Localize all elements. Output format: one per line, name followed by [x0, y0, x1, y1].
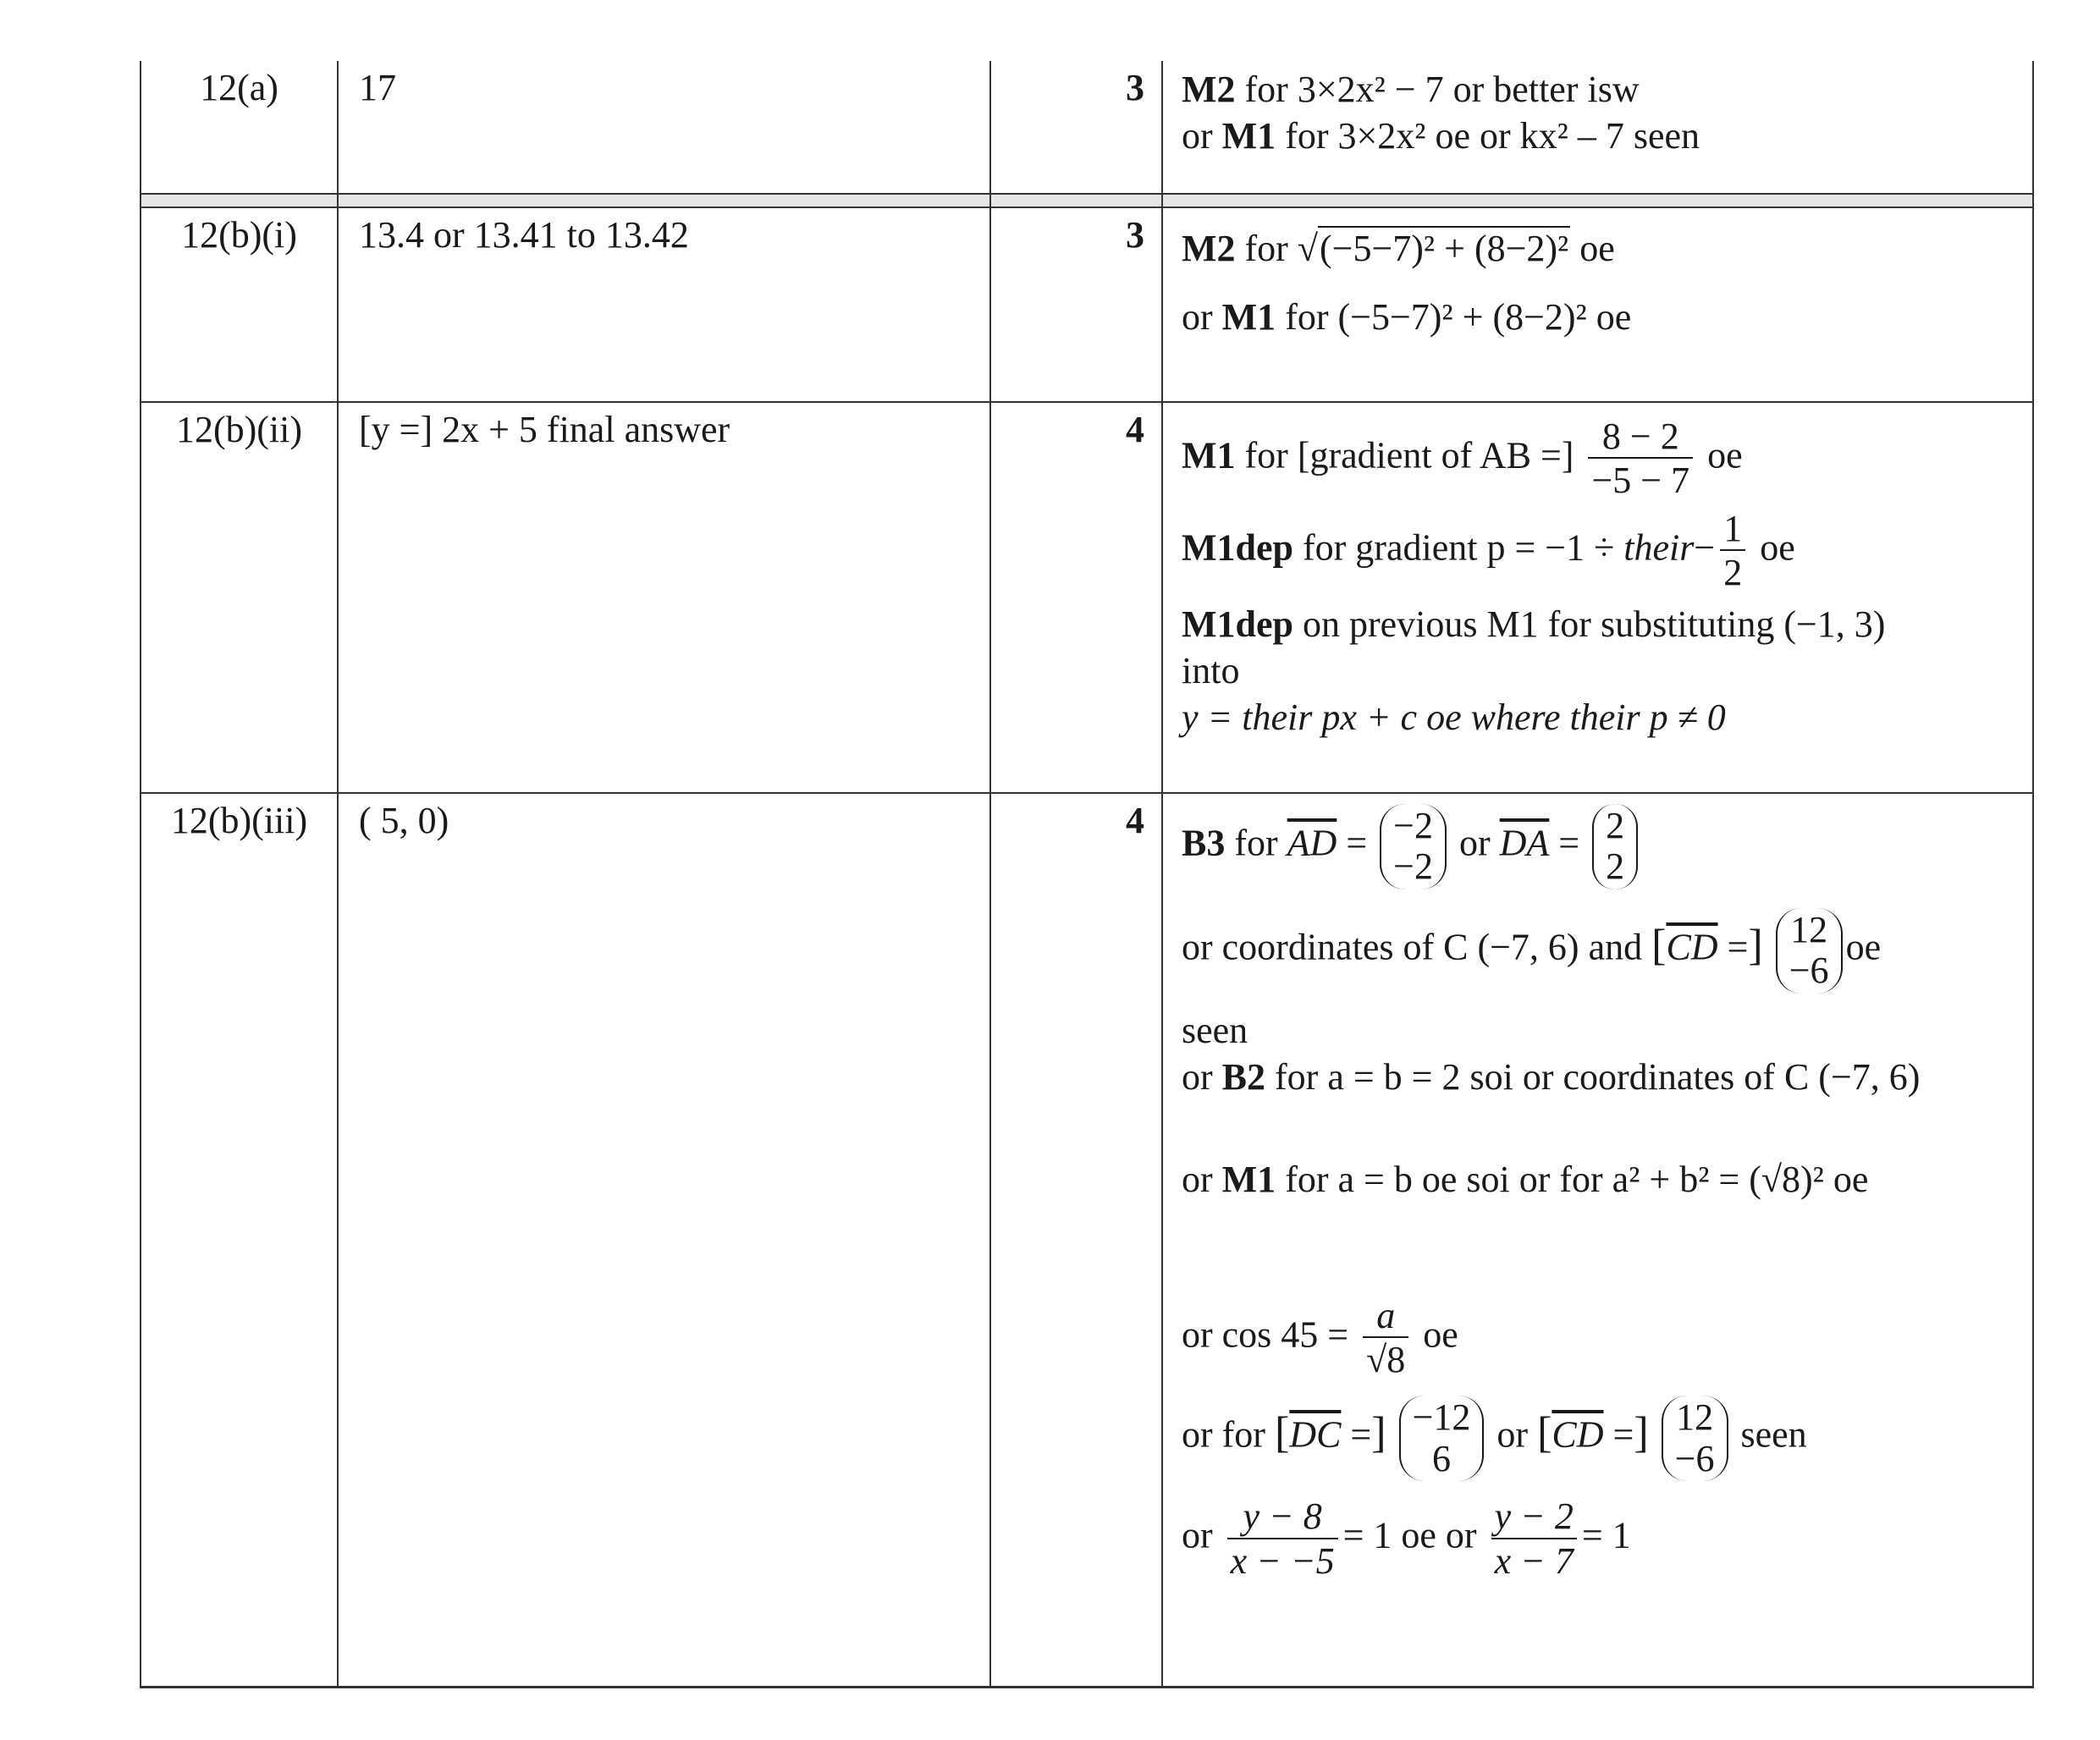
guidance-text: on previous M1 for substituting (−1, 3)	[1303, 603, 1886, 645]
marks-cell: 4	[990, 793, 1162, 1688]
fraction	[1588, 416, 1693, 502]
table-row	[141, 207, 2033, 402]
oe-text: oe	[1833, 1158, 1869, 1200]
guidance-cell	[1162, 207, 2033, 402]
separator-row	[141, 194, 2033, 207]
mark-code: M1	[1221, 296, 1276, 338]
guidance-text: or	[1182, 1514, 1213, 1556]
question-cell: 12(b)(iii)	[141, 793, 338, 1688]
vector-top: 12	[1790, 908, 1828, 950]
bracket: ]	[1634, 1408, 1649, 1457]
column-vector	[1399, 1396, 1485, 1481]
guidance-line: y = their px + c oe where their p ≠ 0	[1182, 696, 1726, 738]
column-vector	[1776, 908, 1843, 994]
guidance-text: for a = b = 2 soi or coordinates of C (−7, 6)	[1275, 1055, 1921, 1098]
vector-label: $\overline{DC}$	[1289, 1413, 1342, 1456]
guidance-line: B3 for $\overline{AD}$ = −2 −2 or $\overline{DA}$ = 2 2	[1182, 804, 2032, 889]
marks-cell: 3	[990, 61, 1162, 194]
minus-sign: −	[1694, 526, 1716, 569]
vector-top: 12	[1676, 1396, 1714, 1439]
oe-text: oe	[1760, 526, 1795, 569]
vector-top: −2	[1393, 805, 1433, 846]
vector-top: 2	[1606, 805, 1625, 846]
vector-bottom: 6	[1431, 1437, 1451, 1479]
numerator: a	[1376, 1294, 1396, 1336]
mark-code: M2	[1182, 69, 1236, 110]
numerator: 1	[1723, 507, 1743, 549]
guidance-cell	[1162, 402, 2033, 793]
guidance-line	[1182, 1296, 2032, 1381]
sqrt-expression: (−5−7)² + (8−2)²	[1320, 228, 1569, 269]
table-row	[141, 61, 2033, 194]
vector-label: $\overline{CD}$	[1552, 1413, 1604, 1456]
oe-text: oe	[1596, 296, 1632, 338]
guidance-text: for	[1244, 228, 1288, 269]
bracket: ]	[1371, 1408, 1386, 1457]
mark-code: B3	[1182, 822, 1226, 864]
mark-code: M1	[1221, 115, 1276, 157]
question-cell: 12(b)(i)	[141, 207, 338, 402]
bracket: [	[1537, 1408, 1552, 1457]
guidance-line: or M1 for (−5−7)² + (8−2)² oe	[1182, 296, 1632, 338]
oe-text: oe	[1845, 926, 1882, 968]
guidance-text: or	[1458, 822, 1491, 864]
answer-cell: [y =] 2x + 5 final answer	[338, 402, 990, 793]
sqrt-symbol: √	[1297, 228, 1318, 269]
denominator: 2	[1720, 549, 1745, 593]
guidance-text: for [gradient of AB =]	[1244, 434, 1574, 476]
vector-top: −12	[1412, 1396, 1471, 1439]
column-vector	[1380, 804, 1447, 889]
question-cell: 12(a)	[141, 61, 338, 194]
vector-bottom: −6	[1674, 1437, 1715, 1479]
mark-code: M2	[1182, 228, 1236, 269]
expression: (−5−7)² + (8−2)²	[1337, 296, 1587, 338]
oe-text: oe	[1579, 228, 1615, 269]
guidance-text: for 3×2x² oe or kx² – 7 seen	[1285, 115, 1700, 157]
guidance-line: into	[1182, 649, 1240, 691]
numerator: 8 − 2	[1601, 416, 1679, 457]
guidance-line	[1182, 416, 2032, 502]
guidance-line: or M1 for a = b oe soi or for a² + b² = (√8)² oe	[1182, 1158, 1869, 1200]
mark-scheme-table	[140, 61, 2034, 1688]
marks-cell: 4	[990, 402, 1162, 793]
guidance-line	[1182, 225, 2032, 272]
answer-cell: 17	[338, 61, 990, 194]
guidance-text: for 3×2x² − 7 or better isw	[1244, 69, 1640, 110]
vector-label: $\overline{CD}$	[1666, 926, 1718, 968]
mark-code: M1	[1221, 1158, 1276, 1200]
table-row	[141, 793, 2033, 1688]
bracket: [	[1274, 1408, 1290, 1457]
fraction	[1363, 1296, 1408, 1381]
equals-text: = 1	[1581, 1514, 1631, 1556]
vector-bottom: −2	[1393, 845, 1433, 888]
guidance-cell	[1162, 793, 2033, 1688]
guidance-text: oe or	[1401, 1514, 1477, 1556]
equals-text: = 1	[1342, 1514, 1392, 1556]
their-text: their	[1623, 526, 1695, 569]
guidance-line: or coordinates of C (−7, 6) and [$\overline{CD}$ =] 12 −6 oe	[1182, 908, 2032, 994]
guidance-text: for	[1234, 822, 1278, 864]
vector-bottom: 2	[1606, 845, 1625, 888]
guidance-text: or for	[1182, 1413, 1265, 1456]
guidance-line: or for [$\overline{DC}$ =] −12 6 or [$\overline{CD}$ =] 12 −6 seen	[1182, 1396, 2032, 1481]
guidance-line: seen	[1182, 1009, 1248, 1051]
guidance-text: for gradient p = −1 ÷	[1303, 526, 1615, 569]
guidance-text: for	[1285, 296, 1329, 338]
vector-bottom: −6	[1789, 950, 1829, 992]
fraction	[1227, 1496, 1338, 1582]
guidance-text: for a = b oe soi or for a² + b² = (√8)²	[1285, 1158, 1824, 1200]
guidance-text: or coordinates of C (−7, 6) and	[1182, 926, 1643, 968]
bracket: ]	[1748, 921, 1763, 970]
fraction	[1720, 509, 1745, 594]
denominator: x − 7	[1491, 1538, 1577, 1582]
guidance-cell	[1162, 61, 2033, 194]
vector-label: $\overline{DA}$	[1499, 822, 1550, 864]
bracket: [	[1651, 921, 1667, 970]
denominator: √8	[1363, 1336, 1408, 1380]
guidance-line	[1182, 1496, 2032, 1582]
guidance-text: or	[1496, 1413, 1529, 1456]
guidance-line	[1182, 509, 2032, 594]
vector-label: $\overline{AD}$	[1287, 822, 1337, 864]
mark-code: M1dep	[1182, 526, 1293, 569]
table-row	[141, 402, 2033, 793]
column-vector	[1662, 1396, 1728, 1481]
guidance-text: seen	[1740, 1413, 1807, 1456]
numerator: y − 8	[1243, 1495, 1322, 1538]
oe-text: oe	[1423, 1313, 1458, 1356]
guidance-line	[1182, 66, 2032, 113]
column-vector	[1592, 804, 1638, 889]
guidance-text: or cos 45 =	[1182, 1313, 1349, 1356]
guidance-line: or M1 for 3×2x² oe or kx² – 7 seen	[1182, 115, 1700, 157]
fraction	[1491, 1496, 1577, 1582]
marks-cell: 3	[990, 207, 1162, 402]
numerator: y − 2	[1494, 1495, 1574, 1538]
mark-code: M1	[1182, 434, 1236, 476]
answer-cell: 13.4 or 13.41 to 13.42	[338, 207, 990, 402]
denominator: −5 − 7	[1588, 457, 1693, 501]
denominator: x − −5	[1227, 1538, 1338, 1582]
mark-code: B2	[1221, 1055, 1266, 1098]
guidance-line: or B2 for a = b = 2 soi or coordinates of C (−7, 6)	[1182, 1055, 1921, 1098]
guidance-line	[1182, 601, 2032, 647]
answer-cell: ( 5, 0)	[338, 793, 990, 1688]
question-cell: 12(b)(ii)	[141, 402, 338, 793]
oe-text: oe	[1707, 434, 1743, 476]
mark-code: M1dep	[1182, 603, 1293, 645]
